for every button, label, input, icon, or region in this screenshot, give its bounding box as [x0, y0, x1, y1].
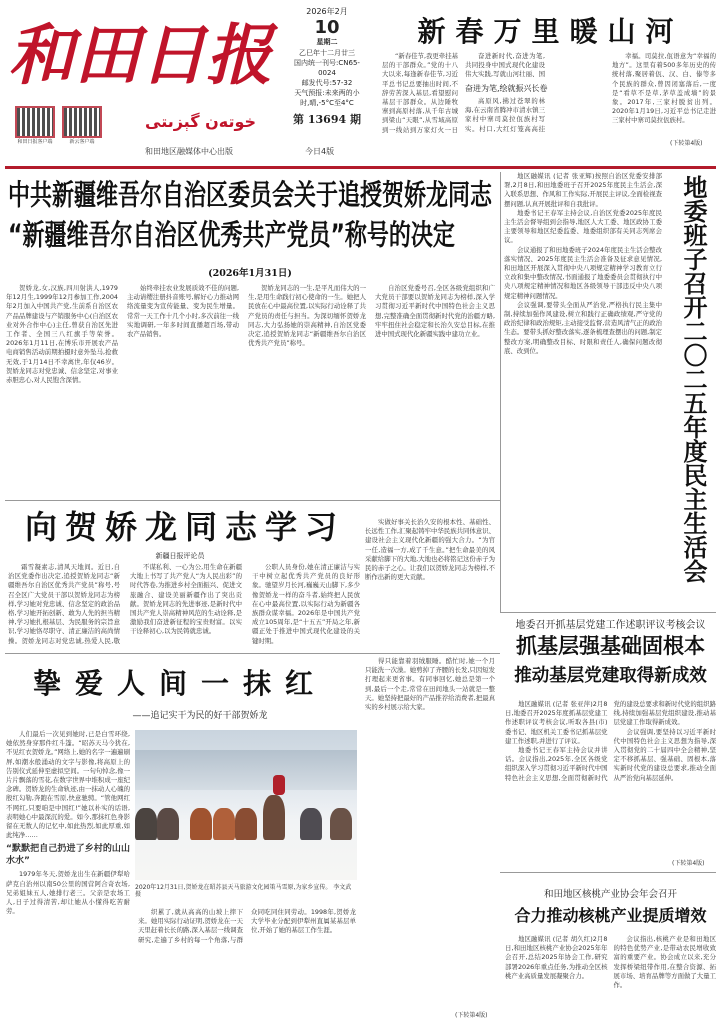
publisher: 和田地区融媒体中心出版 — [145, 147, 233, 156]
continued-note: (下转第4版) — [455, 1012, 488, 1019]
date-block — [292, 6, 362, 128]
caption-text: 2020年12月31日,贺娇龙在昭苏县天马旅游文化园策马雪原,为家乡宣传。 — [135, 884, 332, 891]
continued-note: (下转第4版) — [670, 140, 703, 147]
main-story-text: 自治区党委号召,全区各级党组织和广大党员干部要以贺娇龙同志为榜样,深入学习贯彻习近平新时代中国特色社会主义思想,完整准确全面贯彻新时代党的治疆方略,牢牢扭住社会稳定和长治久安总目标,在推进中国式现代化新疆实践中建功立业。 — [375, 284, 495, 339]
paragraph: 会议指出,核桃产业是和田地区的特色优势产业,是带动农民增收致富的重要产业。协会成立以来,充分发挥桥梁纽带作用,在整合资源、拓展市场、培育品牌等方面做了大量工作。 — [613, 935, 716, 990]
feature-text: 织累了,就从高高的山坡上摔下来。她用实际行动证明,贺娇龙在一天天里赶着长长的路,深入基层一线调查研究,走遍了乡村的每一个角落,与群众同吃同住同劳动。1998年,贺娇龙大学毕业分配到伊犁州直属某基层单位,开始了她的基层工作生涯。 — [138, 908, 356, 944]
editorial-text: 霜雪凝素志,清风天地间。近日,自治区党委作出决定,追授贺娇龙同志“新疆维吾尔自治区优秀共产党员”称号,号召全区广大党员干部以贺娇龙同志为榜样,学习她对党忠诚、信念坚定的政治品格,学习她开拓创新、敢为人先的担当精神,学习她扎根基层、为民服务的宗旨意识,学习她恪尽职守、清正廉洁的高尚情操。贺娇龙同志对党忠诚,热爱人民,敬 — [8, 563, 120, 645]
cn-number: 国内统一刊号:CN65-0024 — [294, 58, 360, 77]
editorial-text: 实做好事关长治久安的根本性、基础性、长远性工作,汇聚起铸牢中华民族共同体意识、建设社会主义现代化新疆的强大合力。“为官一任,造福一方,成了千生意。”把生命最美的风采献给脚下的大地,大地也必将铭记这份赤子为民的赤子之心。让我们以贺娇龙同志为榜样,不断作出新的更大贡献。 — [365, 518, 495, 582]
masthead-rule — [5, 166, 716, 169]
main-story-text: 始终牵挂农业发展质效不佳的问题,主动请缨注册抖音账号,解好心力推动网络流量变为宣传能量、变为民生增量。常常一天工作十几个小时,多次前往一线实地调研,一年多时间直播超百场,带动农产品销售。 — [127, 284, 239, 339]
postal-code: 邮发代号:57-32 — [301, 78, 353, 87]
main-headline-line2: “新疆维吾尔自治区优秀共产党员”称号的决定 — [8, 220, 455, 253]
editorial-text: 公职人员身份,她在清正廉洁与实干中树立起优秀共产党员的良好形象。驰望岁月长河,巍巍天山脚下,多少像贺娇龙一样的奋斗者,始终把人民放在心中最高位置,以实际行动为新疆各族群众谋幸福。2026年是中国共产党成立105周年,是“十五五”开局之年,新疆正处于推进中国式现代化建设的关键时期。 — [252, 563, 360, 645]
feature-text: 得只能靠着羽绒服睡。酷忙时,她一个月只能洗一次澡。她剪掉了齐腰的长发,只因短发打理起来更省事。有同事回忆,她总是第一个到,最后一个走,常常在田间地头一站就是一整天。她坚持把最好的产品推荐给消费者,把最真实的乡村展示给大家。 — [365, 657, 495, 712]
divider — [500, 872, 716, 873]
top-story-text: “新春佳节,我更牵挂基层的干部群众。”党的十八大以来,每逢新春佳节,习近平总书记总要抽出时间,不辞劳苦深入基层,看望慰问基层干部群众。从边陲牧寨到高原村落,从千年古城到梁山“天眼”,从雪域高原到一线站到万家灯火一日 — [382, 52, 458, 134]
main-story-text: 贺娇龙,女,汉族,四川射洪人,1979年12月生,1999年12月参加工作,2004年2月加入中国共产党,生前系自治区农产品品牌建设与产销服务中心(自治区农业对外合作中心)主任,曾获自治区先进工作者、全国三八红旗手等荣誉。2026年1月11日,在博乐市开展农产品电商销售活动前期拍摄时意外坠马,抢救无效,于1月14日不幸离世,年仅46岁。贺娇龙同志对党忠诚、信念坚定,对事业赤胆忠心,对人民饱含深情。 — [6, 284, 118, 385]
paragraph: 会议强调,要带头全面从严治党,严格执行民主集中制,持续加强作风建设,树立和践行正确政绩观,严守党的政治纪律和政治规矩,主动接受监督,营造风清气正的政治生态。要带头抓好整改落实,逐条梳理查摆出的问题,制定整改方案,明确整改目标、时限和责任人,确保问题改彻底、改到位。 — [504, 300, 662, 355]
party-story-title-line2: 推动基层党建取得新成效 — [514, 666, 707, 686]
top-story-title: 新春万里暖山河 — [417, 15, 684, 48]
main-headline-line1: 中共新疆维吾尔自治区委员会关于追授贺娇龙同志 — [8, 180, 493, 213]
page-count: 今日4版 — [305, 147, 335, 156]
top-story-text: 幸福。司莫拉,佤语意为“幸福的地方”。这里有着500多年历史的传统村落,聚居着佤、汉、白、傣等多个民族的群众,曾因闭塞落后,一度是“看草不是草,茅草盖成墙”的景象。2017年,三家村脱贫出列。2020年1月19日,习近平总书记走进三家村中寨司莫拉佤族村。 — [612, 52, 716, 125]
photo-credit: 李文武 摄 — [135, 884, 352, 898]
walnut-story-title: 合力推动核桃产业提质增效 — [514, 906, 707, 925]
uyghur-title: خوتەن گېزىتى — [145, 112, 257, 131]
feature-text — [6, 730, 130, 1020]
paragraph: 人们最后一次见到她时,已是白雪环绕,她依然身穿那件红斗篷。“昭苏天马今犹在,不见红衣贺娇龙。”网络上,她的名字一遍遍刷屏,如潮水般涌动的文字与影像,将高原上的告别仪式延伸至虚拟空间。一句句悼念,像一片片飘落的雪花,在数字世界中堆积成一座纪念碑。贺娇龙的生命轨迹,由一抹动人心魄的殷红勾勒,奔跑在雪原,快意驰骋。“管他网红不网红,只要咱是中国红!”她以朴实的话语,表明她心中最深沉的爱。如今,那抹红色身影留在无数人的记忆中,如此热烈,如此厚重,如此纯净…… — [6, 730, 130, 840]
qr-label: 和田日报客户端 — [17, 139, 53, 145]
right-story-text — [504, 172, 662, 608]
weekday: 星期二 — [316, 38, 338, 47]
weather: 天气预报:未来两的小时,晴,-5°C至4°C — [294, 89, 360, 108]
party-story-title-line1: 抓基层强基础固根本 — [516, 633, 705, 658]
qr-label: 新云客户端 — [69, 139, 95, 145]
paragraph: 会议通报了和田地委班子2024年度民主生活会整改落实情况、2025年度民主生活会准备及征求意见情况,和田地区开展深入贯彻中央八项规定精神学习教育立行立改和集中整改情况,书面通报了地委委员会贯彻执行中央八项规定精神情况和地区各级领导干部违反中央八项规定精神问题情况。 — [504, 245, 662, 300]
top-story-text: 高原风,拂过苍翠的林海,在云南省腾冲市清水镇三家村中寨司莫拉佤族村写实。村口,大红灯笼高高挂 — [465, 97, 545, 133]
party-story-kicker: 地委召开抓基层党建工作述职评议考核会议 — [515, 620, 706, 631]
divider — [5, 653, 500, 654]
main-story-text: 贺娇龙同志的一生,是平凡而伟大的一生,是用生命践行初心使命的一生。她把人民放在心中最高位置,以实际行动诠释了共产党员的责任与担当。为深切缅怀贺娇龙同志,大力弘扬她的崇高精神,自治区党委决定,追授贺娇龙同志“新疆维吾尔自治区优秀共产党员”称号。 — [248, 284, 366, 348]
paragraph: 地区融媒讯 (记者 张亚萍)2月8日,地委召开2025年度抓基层党建工作述职评议考核会议,听取各县(市)委书记、地区机关工委书记抓基层党建工作述职,并进行了评议。 — [505, 700, 608, 745]
qr-code-icon[interactable] — [62, 106, 102, 138]
newspaper-logo: 和田日报 — [8, 16, 272, 94]
divider — [5, 500, 500, 501]
paragraph: 地委书记王春军主持会议,自治区党委2025年度民主生活会督导组到会指导,地区人大工委、地区政协工委主要领导和地区纪委监委、地委组织部有关同志列席会议。 — [504, 208, 662, 245]
top-story-subhead: 奋进为笔,绘就振兴长卷 — [465, 84, 548, 93]
divider — [500, 612, 716, 613]
lunar-date: 乙巳年十二月廿三 — [299, 48, 355, 57]
editorial-title: 向贺娇龙同志学习 — [24, 508, 345, 546]
editorial-text: 不谋私利、一心为公,用生命在新疆大地上书写了共产党人“为人民出彩”的时代答卷,为推进乡村全面振兴、促进文旅融合、建设美丽新疆作出了突出贡献。贺娇龙同志的先进事迹,是新时代中国共产党人崇高精神风范的生动诠释,是激励我们奋进新征程的宝贵财富。以实干诠释初心,以为民铸就忠诚。 — [130, 563, 242, 636]
photo-caption — [135, 884, 357, 898]
feature-title: 挚爱人间一抹红 — [32, 667, 327, 700]
qr-code-icon[interactable] — [15, 106, 55, 138]
paragraph: 地区融媒讯 (记者 张亚辉)按照自治区党委安排部署,2月8日,和田地委班子召开2025年度民主生活会,深入联系思想、作风和工作实际,开展民主评议,全面检视查摆问题,认真开展批评和自我批评。 — [504, 172, 662, 208]
column-divider — [500, 172, 501, 612]
feature-subtitle: ——追记实干为民的好干部贺娇龙 — [132, 711, 268, 721]
day: 10 — [314, 16, 340, 38]
paragraph: 会议强调,要坚持以习近平新时代中国特色社会主义思想为指导,深入贯彻党的二十届四中全会精神,坚定不移抓基层、强基础、固根本,落实新时代党的建设总要求,推动全面从严治党向基层延伸。 — [613, 727, 716, 782]
year-month: 2026年2月 — [306, 7, 348, 16]
top-story-text: 奋进新时代,奋进为笔,共同投身中国式现代化建设伟大实践,写就山河壮丽、国 — [465, 52, 545, 79]
paragraph: 1979年冬天,贺娇龙出生在新疆伊犁哈萨克自治州以南50公里的国营阿合奇农场,兄弟姐妹五人,她排行老三。父亲是农场工人,日子过得清苦,却让她从小懂得吃苦耐劳。 — [6, 870, 130, 916]
feature-photo-horses-snow — [135, 730, 357, 880]
walnut-story-text — [505, 935, 716, 1020]
issue-number: 第 13694 期 — [293, 113, 361, 127]
main-headline-date: (2026年1月31日) — [208, 268, 292, 279]
subhead: “默默把自己扔进了乡村的山山水水” — [6, 844, 130, 867]
walnut-story-kicker: 和田地区核桃产业协会年会召开 — [543, 889, 677, 900]
editorial-byline: 新疆日报评论员 — [155, 552, 205, 560]
right-story-vertical-title: 地委班子召开二〇二五年度民主生活会 — [679, 175, 708, 583]
continued-note: (下转第4版) — [672, 860, 705, 867]
paragraph: 地区融媒讯 (记者 胡久红)2月8日,和田地区核桃产业协会2025年年会召开,总结2025年协会工作,研究部署2026年重点任务,为推动全区核桃产业高质量发展凝聚合力。 — [505, 935, 608, 980]
party-story-text — [505, 700, 716, 856]
paragraph: 地委书记王春军主持会议并讲话。会议指出,2025年,全区各级党组织深入学习贯彻习近平新时代中国特色社会主义思想,全面贯彻新时代党的建设总要求和新时代党的组织路线,持续加强基层党组织建设,推动基层党建工作取得新成效。 — [505, 700, 716, 782]
